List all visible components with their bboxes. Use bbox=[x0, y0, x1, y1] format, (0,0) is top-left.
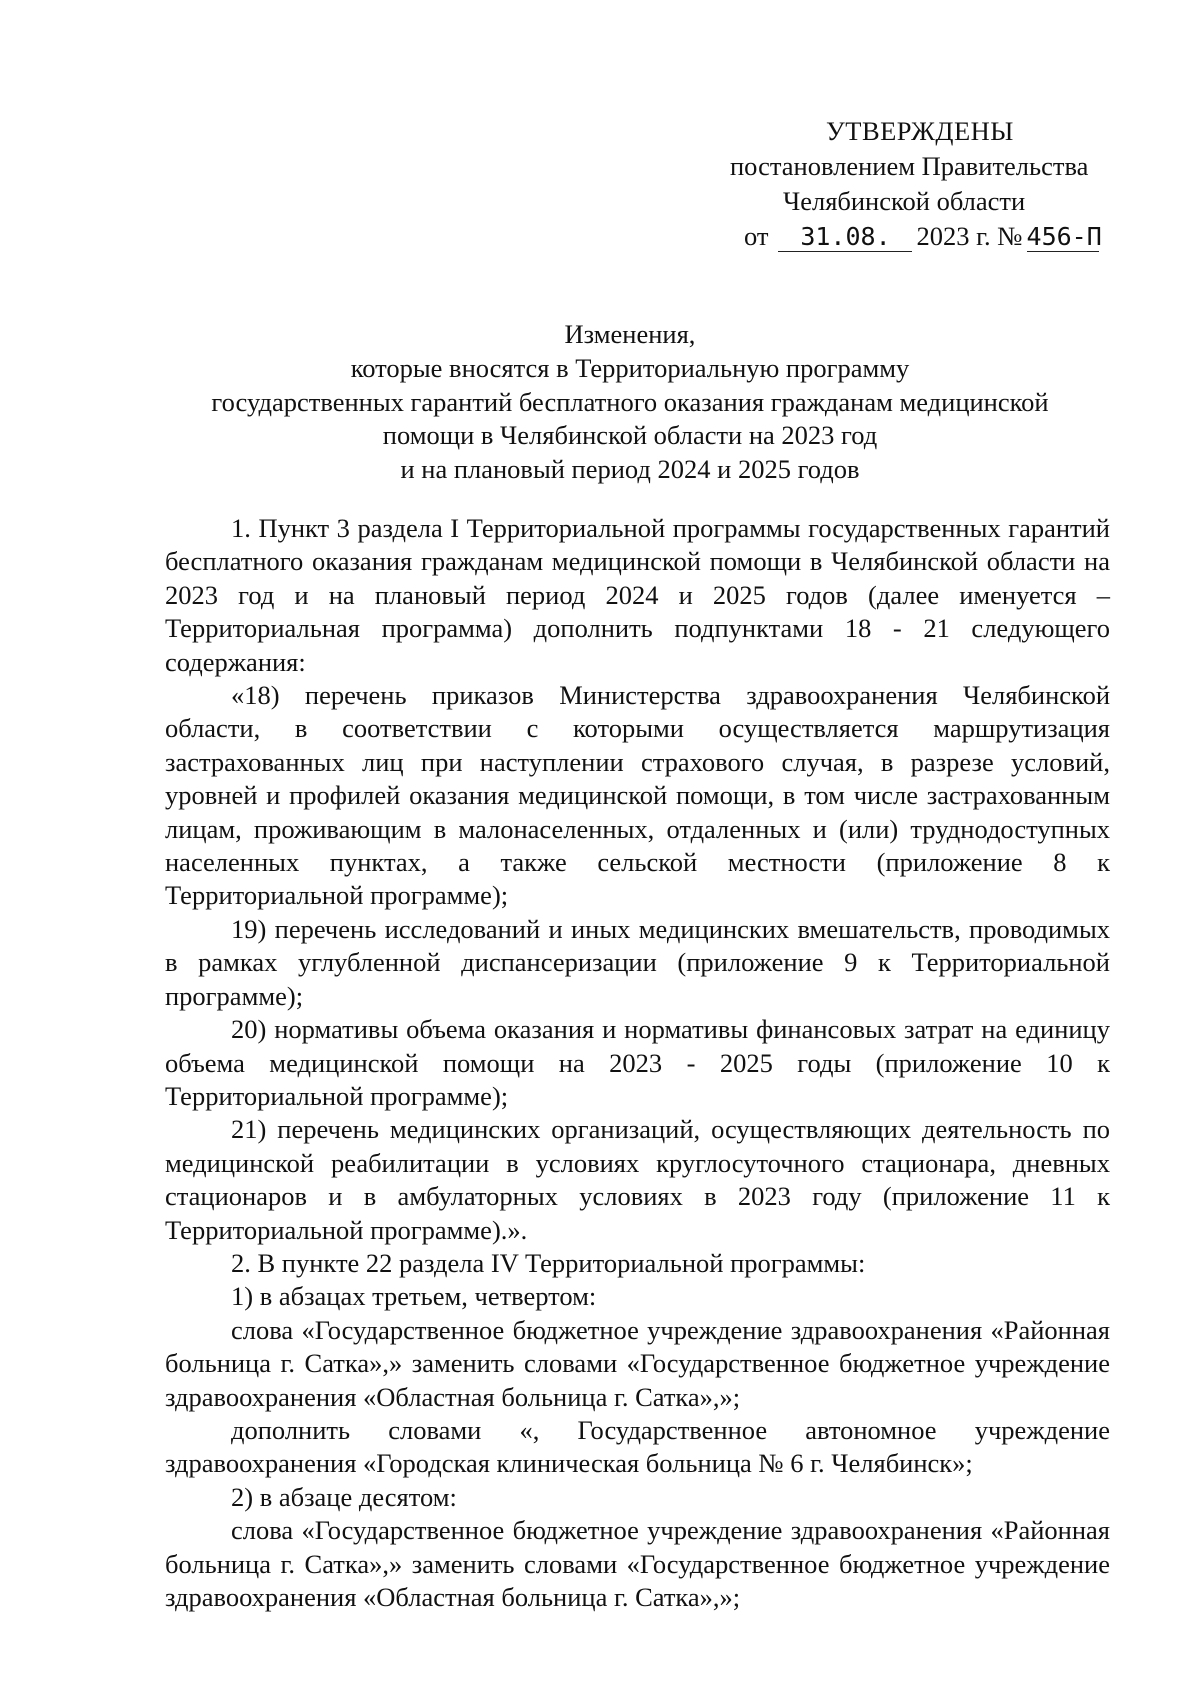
paragraph-subitem-18: «18) перечень приказов Министерства здравоохранения Челябинской области, в соответствии с которыми осуществляется маршрутизация застрахованных лиц при наступлении страхового случая, в разрезе условий, уровней и профилей оказания медицинской помощи, в том числе застрахованным лицам, проживающим в малонаселенных, отдаленных и (или) труднодоступных населенных пунктах, а также сельской местности (приложение 8 к Территориальной программе); bbox=[165, 680, 1110, 911]
paragraph-replace-words-2: слова «Государственное бюджетное учреждение здравоохранения «Районная больница г. Сатка»,» заменить словами «Государственное бюджетное учреждение здравоохранения «Областная больница г. Сатка»,»; bbox=[165, 1515, 1110, 1612]
approval-number: 456-П bbox=[1026, 222, 1102, 251]
approval-heading: УТВЕРЖДЕНЫ bbox=[826, 116, 1014, 146]
approval-region-line: Челябинской области bbox=[783, 186, 1026, 216]
paragraph-item-1: 1. Пункт 3 раздела I Территориальной программы государственных гарантий бесплатного оказания гражданам медицинской помощи в Челябинской области на 2023 год и на плановый период 2024 и 2025 годов (далее именуется – Территориальная программа) дополнить подпунктами 18 - 21 следующего содержания: bbox=[165, 513, 1110, 677]
approval-block bbox=[730, 114, 1110, 254]
title-line: и на плановый период 2024 и 2025 годов bbox=[400, 454, 860, 485]
title-line: помощи в Челябинской области на 2023 год bbox=[382, 420, 878, 451]
document-body bbox=[165, 512, 1110, 1614]
title-line: государственных гарантий бесплатного оказания гражданам медицинской bbox=[211, 386, 1049, 417]
paragraph-subitem-19: 19) перечень исследований и иных медицинских вмешательств, проводимых в рамках углубленной диспансеризации (приложение 9 к Территориальной программе); bbox=[165, 913, 1110, 1011]
paragraph-subitem-2: 2) в абзаце десятом: bbox=[231, 1481, 457, 1512]
document-title bbox=[160, 318, 1100, 487]
title-line: Изменения, bbox=[564, 319, 696, 349]
paragraph-add-words: дополнить словами «, Государственное автономное учреждение здравоохранения «Городская клиническая больница № 6 г. Челябинск»; bbox=[165, 1414, 1110, 1479]
title-line: которые вносятся в Территориальную программу bbox=[350, 352, 910, 383]
approval-prefix: от bbox=[744, 221, 769, 251]
approval-date: 31.08. bbox=[778, 223, 912, 252]
paragraph-subitem-21: 21) перечень медицинских организаций, осуществляющих деятельность по медицинской реабилитации в условиях круглосуточного стационара, дневных стационаров и в амбулаторных условиях в 2023 году (приложение 11 к Территориальной программе).». bbox=[165, 1114, 1110, 1245]
approval-date-line bbox=[730, 219, 1110, 254]
paragraph-replace-words-1: слова «Государственное бюджетное учреждение здравоохранения «Районная больница г. Сатка»,» заменить словами «Государственное бюджетное учреждение здравоохранения «Областная больница г. Сатка»,»; bbox=[165, 1314, 1110, 1412]
paragraph-item-2: 2. В пункте 22 раздела IV Территориальной программы: bbox=[231, 1247, 866, 1278]
approval-year: 2023 г. № bbox=[916, 221, 1023, 251]
approval-resolution-line: постановлением Правительства bbox=[730, 151, 1089, 181]
paragraph-subitem-1: 1) в абзацах третьем, четвертом: bbox=[231, 1281, 597, 1312]
paragraph-subitem-20: 20) нормативы объема оказания и нормативы финансовых затрат на единицу объема медицинской помощи на 2023 - 2025 годы (приложение 10 к Территориальной программе); bbox=[165, 1014, 1110, 1111]
